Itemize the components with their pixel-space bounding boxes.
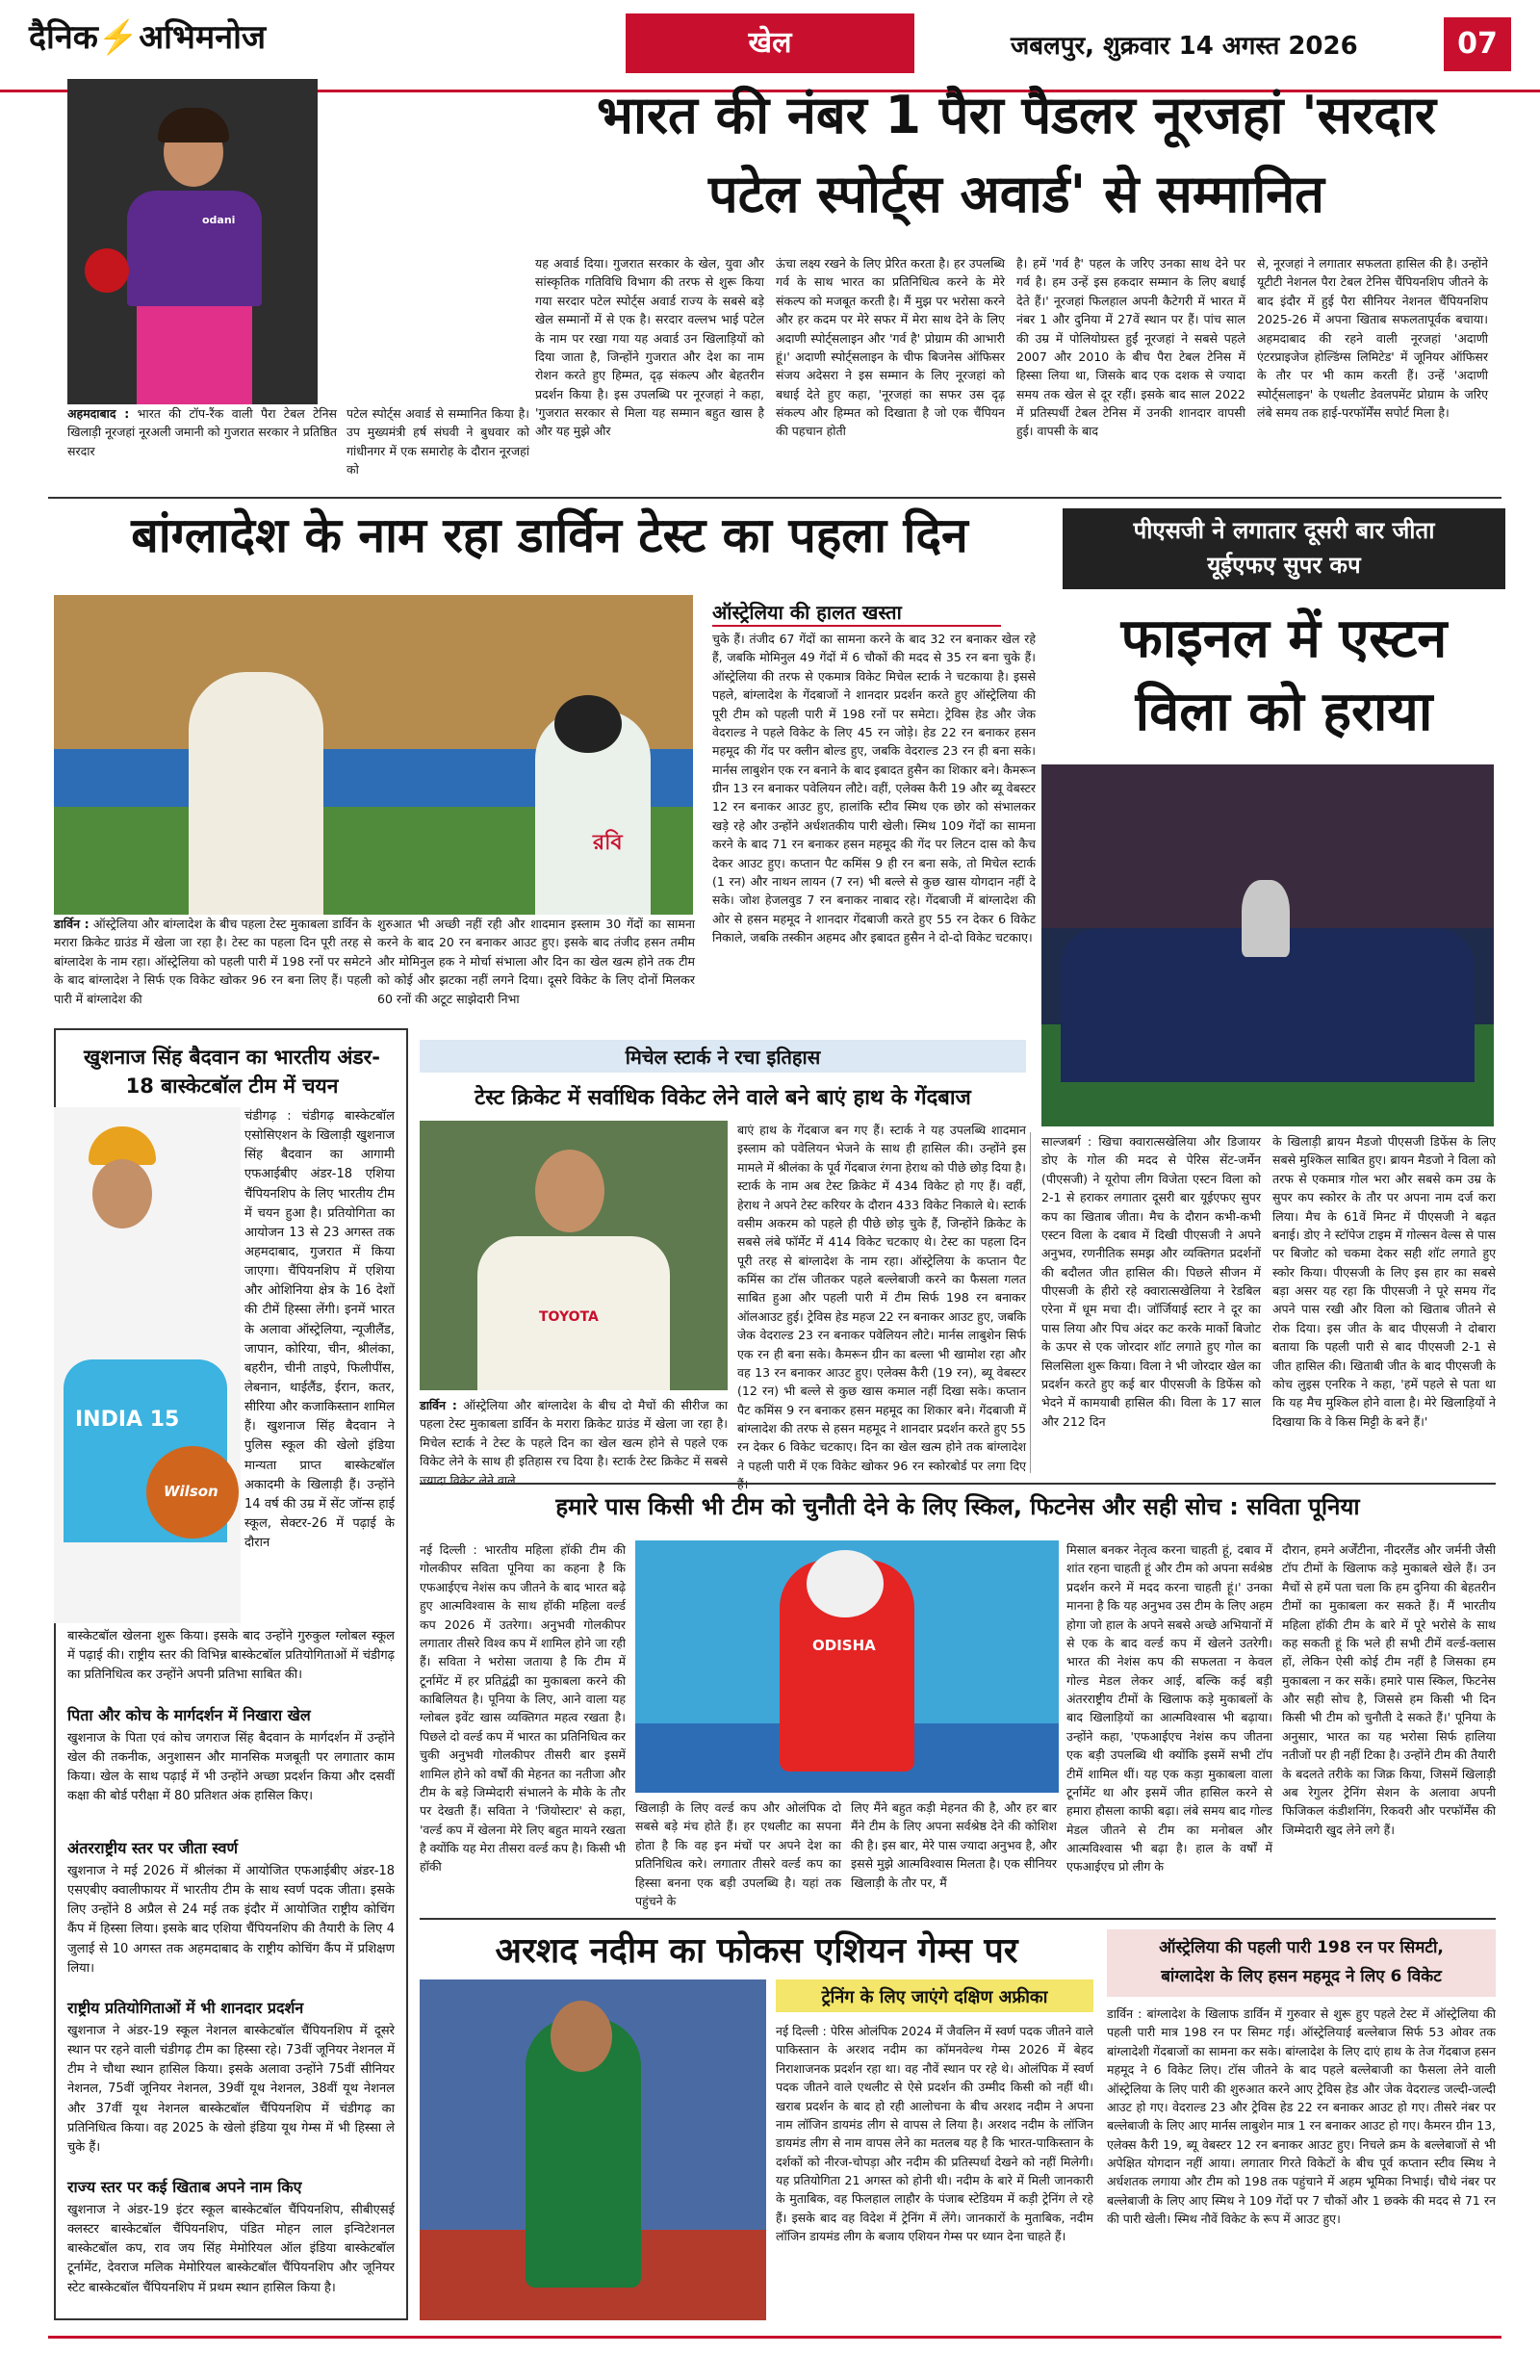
story3-body-2: के खिलाड़ी ब्रायन मैडजो पीएसजी डिफेंस के लिए सबसे मुश्किल साबित हुए। ब्रायन मैडजो ने विला को तरफ से एकमात्र गोल भरा और सबसे कम उम्र के सुपर कप स्कोरर के तौर पर अपना नाम दर्ज करा लिया। मैच के 61वें मिनट में पीएसजी ने बढ़त बनाई। डोए ने स्टॉपेज टाइम में गोल्सन वेल्स से पास पर बिजोट को चकमा देकर सही शॉट लगाते हुए स्कोर किया। पीएसजी के लिए इस हार का सबसे बड़ा असर यह रहा कि पीएसजी ने पूरे समय गेंद अपने पास रखी और विला को खिताब जीतने से रोक दिया। इस जीत के बाद पीएसजी ने दोबारा बताया कि पहली पारी से बाद पीएसजी 2-1 से जीत हासिल की। खिताबी जीत के बाद पीएसजी के कोच लुइस एनरिक ने कहा, 'हमें पहले से पता था कि यह मैच मुश्किल होने वाला है। मेरे खिलाड़ियों ने दिखाया कि वे किस मिट्टी के बने हैं।'	[1272, 1134, 1496, 1429]
jersey-number: INDIA 15	[75, 1408, 180, 1432]
story6-body-2: खिलाड़ी के लिए वर्ल्ड कप और ओलंपिक दो सबसे बड़े मंच होते हैं। हर एथलीट का सपना होता है कि वह इन मंचों पर अपने देश का प्रतिनिधित्व करे। लगातार तीसरे वर्ल्ड कप का हिस्सा बनना एक बड़ी उपलब्धि है। यहां तक पहुंचने के	[635, 1800, 841, 1908]
story7-headline: अरशद नदीम का फोकस एशियन गेम्स पर	[495, 1931, 1018, 1971]
story2-caption: डार्विन : ऑस्ट्रेलिया और बांग्लादेश के बीच पहला टेस्ट मुकाबला डार्विन के मरारा क्रिकेट ग्राउंड में खेला जा रहा है। टेस्ट का पहला दिन पूरी तरह से बांग्लादेश के नाम रहा। ऑस्ट्रेलिया को पहली पारी में 198 रनों पर समेटने के बाद बांग्लादेश ने सिर्फ एक विकेट खोकर 96 रन बना लिए हैं। पहली पारी में बांग्लादेश की	[54, 917, 372, 1006]
story5-caption: डार्विन : ऑस्ट्रेलिया और बांग्लादेश के बीच दो मैचों की सीरीज का पहला टेस्ट मुकाबला डार्विन के मरारा क्रिकेट ग्राउंड में खेला जा रहा है। मिचेल स्टार्क ने टेस्ट के पहले दिन का खेल खत्म होने से पहले एक विकेट लेने के साथ ही इतिहास रच दिया है। स्टार्क टेस्ट क्रिकेट में सबसे ज्यादा विकेट लेने वाले	[420, 1398, 728, 1488]
story4-text-4: खुशनाज ने अंडर-19 इंटर स्कूल बास्केटबॉल चैंपियनशिप, सीबीएसई क्लस्टर बास्केटबॉल चैंपियनशिप, पंडित मोहन लाल इन्विटेशनल बास्केटबॉल कप, राव जय सिंह मेमोरियल ऑल इंडिया बास्केटबॉल टूर्नामेंट, देवराज मलिक मेमोरियल बास्केटबॉल चैंपियनशिप और जूनियर स्टेट बास्केटबॉल चैंपियनशिप में प्रथम स्थान हासिल किया है।	[67, 2203, 395, 2295]
story3-photo	[1041, 764, 1494, 1126]
player-left	[189, 672, 323, 915]
shirt-sponsor: odani	[202, 214, 236, 226]
page-number: 07	[1444, 17, 1511, 71]
story4-intro-2: बास्केटबॉल खेलना शुरू किया। इसके बाद उन्होंने गुरुकुल ग्लोबल स्कूल में पढ़ाई की। राष्ट्रीय स्तर की विभिन्न बास्केटबॉल प्रतियोगिताओं में चंडीगढ़ का प्रतिनिधित्व कर उन्होंने अपनी प्रतिभा साबित की।	[67, 1629, 395, 1683]
divider	[420, 1483, 1496, 1485]
story6-body-1: नई दिल्ली : भारतीय महिला हॉकी टीम की गोलकीपर सविता पूनिया का कहना है कि एफआईएच नेशंस कप जीतने के बाद भारत बढ़े हुए आत्मविश्वास के साथ हॉकी महिला वर्ल्ड कप 2026 में उतरेगा। अनुभवी गोलकीपर लगातार तीसरे विश्व कप में शामिल होने जा रही हैं। सविता ने भरोसा जताया है कि टीम में टूर्नामेंट में हर प्रतिद्वंद्वी का मुकाबला करने की काबिलियत है। पूनिया के लिए, आने वाला यह ग्लोबल इवेंट खास व्यक्तिगत महत्व रखता है। पिछले दो वर्ल्ड कप में भारत का प्रतिनिधित्व कर चुकी अनुभवी गोलकीपर तीसरी बार इसमें शामिल होने को वर्षों की मेहनत का नतीजा और टीम के बड़े जिम्मेदारी संभालने के मौके के तौर पर देखती हैं। सविता ने 'जियोस्टार' से कहा, 'वर्ल्ड कप में खेलना मेरे लिए बहुत मायने रखता है क्योंकि यह मेरा तीसरा वर्ल्ड कप है। किसी भी हॉकी	[420, 1542, 626, 1875]
player-shirt	[127, 191, 262, 306]
story1-body-1: यह अवार्ड दिया। गुजरात सरकार के खेल, युवा और सांस्कृतिक गतिविधि विभाग की तरफ से शुरू किया गया सरदार पटेल स्पोर्ट्स अवार्ड राज्य के सबसे बड़े खेल सम्मानों में से एक है। सरदार वल्लभ भाई पटेल के नाम पर रखा गया यह अवार्ड उन खिलाड़ियों को दिया जाता है, जिन्होंने गुजरात और देश का नाम रोशन करते हुए हिम्मत, दृढ़ संकल्प और बेहतरीन प्रदर्शन किया है। इस उपलब्धि पर नूरजहां ने कहा, 'गुजरात सरकार से मिला यह सम्मान बहुत खास है और यह मुझे और	[535, 256, 764, 439]
story6-body-5: दौरान, हमने अर्जेंटीना, नीदरलैंड और जर्मनी जैसी टॉप टीमों के खिलाफ कड़े मुकाबले खेले हैं। उन मैचों से हमें पता चला कि हम दुनिया की बेहतरीन टीमों का मुकाबला कर सकते हैं। मैं भारतीय महिला हॉकी टीम के बारे में पूरे भरोसे के साथ कह सकती हूं कि भले ही सभी टीमें वर्ल्ड-क्लास हों, लेकिन ऐसी कोई टीम नहीं है जिसका हम मुकाबला न कर सकें। हमारे पास स्किल, फिटनेस और सही सोच है, जिससे हम किसी भी दिन किसी भी टीम को चुनौती दे सकते हैं।' पूनिया के अनुसार, भारत का यह भरोसा सिर्फ हालिया नतीजों पर ही नहीं टिका है। उन्होंने टीम की तैयारी के बदलते तरीके का जिक्र किया, जिसमें खिलाड़ी अब रेगुलर ट्रेनिंग सेशन के अलावा अपनी फिजिकल कंडीशनिंग, रिकवरी और परफॉर्मेंस की जिम्मेदारी खुद लेने लगे हैं।	[1282, 1542, 1496, 1837]
story8-headline-1: ऑस्ट्रेलिया की पहली पारी 198 रन पर सिमटी,	[1159, 1938, 1444, 1957]
trophy-icon	[1242, 880, 1290, 957]
story4-bullet-4: राज्य स्तर पर कई खिताब अपने नाम किए	[67, 2178, 302, 2196]
story1-body-3: है। हमें 'गर्व है' पहल के जरिए उनका साथ देने पर गर्व है। हम उन्हें इस हकदार सम्मान के लिए बधाई देते हैं।' नूरजहां फिलहाल अपनी कैटेगरी में भारत में नंबर 1 और दुनिया में 27वें स्थान पर हैं। पांच साल की उम्र में पोलियोग्रस्त हुईं नूरजहां ने सबसे पहले 2007 और 2010 के बीच पैरा टेबल टेनिस में हिस्सा लिया था, जिसके बाद एक दशक से ज्यादा समय तक खेल से दूर रहीं। इसके बाद साल 2022 में प्रतिस्पर्धी टेबल टेनिस में उनकी शानदार वापसी हुई। वापसी के बाद	[1016, 256, 1245, 439]
story2-body: चुके हैं। तंजीद 67 गेंदों का सामना करने के बाद 32 रन बनाकर खेल रहे हैं, जबकि मोमिनुल 49 गेंदों में 6 चौकों की मदद से 35 रन बना चुके हैं। ऑस्ट्रेलिया की तरफ से एकमात्र विकेट मिचेल स्टार्क ने चटकाया है। इससे पहले, बांग्लादेश के गेंदबाजों ने शानदार प्रदर्शन करते हुए ऑस्ट्रेलिया की पूरी टीम को पहली पारी में 198 रनों पर समेटा। ट्रेविस हेड और जेक वेदराल्ड ने पहले विकेट के लिए 45 रन जोड़े। हेड 22 रन बनाकर हसन महमूद की गेंद पर क्लीन बोल्ड हुए, जबकि वेदराल्ड 23 रन ही बना सके। मार्नस लाबुशेन एक रन बनाने के बाद इबादत हुसैन का शिकार बने। कैमरून ग्रीन 13 रन बनाकर पवेलियन लौटे। वहीं, एलेक्स कैरी 19 और ब्यू वेबस्टर 12 रन बनाकर आउट हुए, हालांकि स्टीव स्मिथ एक छोर को संभालकर खड़े रहे और उन्होंने अर्धशतकीय पारी खेली। स्मिथ 109 गेंदों का सामना करने के बाद 71 रन बनाकर हसन महमूद की गेंद पर लिटन दास को कैच देकर आउट हुए। कप्तान पैट कमिंस 9 ही रन बना सके, तो मिचेल स्टार्क (1 रन) और नाथन लायन (7 रन) भी बल्ले से कुछ खास योगदान नहीं दे सके। जोश हेजलवुड 7 रन बनाकर नाबाद रहे। गेंदबाजी में बांग्लादेश की ओर से हसन महमूद ने शानदार गेंदबाजी करते हुए 55 रन देकर 6 विकेट निकाले, जबकि तस्कीन अहमद और इबादत हुसैन ने दो-दो विकेट चटकाए।	[712, 632, 1036, 944]
ball-brand: Wilson	[164, 1483, 218, 1500]
divider	[48, 497, 1502, 499]
section-label: खेल	[626, 13, 914, 73]
divider	[420, 1918, 1496, 1920]
story5-kicker: मिचेल स्टार्क ने रचा इतिहास	[625, 1046, 821, 1069]
shirt-sponsor: TOYOTA	[539, 1309, 599, 1325]
story1-body-4: से, नूरजहां ने लगातार सफलता हासिल की है। उन्होंने यूटीटी नेशनल पैरा टेबल टेनिस चैंपियनशिप जीतने के बाद इंदौर में हुई पैरा सीनियर नेशनल चैंपियनशिप 2025-26 में अपना खिताब सफलतापूर्वक बचाया। अहमदाबाद की रहने वाली नूरजहां 'अदाणी एंटरप्राइजेज होल्डिंग्स लिमिटेड' में जूनियर ऑफिसर के तौर पर भी काम करती हैं। उन्हें 'अदाणी स्पोर्ट्सलाइन' के एथलीट डेवलपमेंट प्रोग्राम के जरिए लंबे समय तक हाई-परफॉर्मेंस सपोर्ट मिला है।	[1257, 256, 1488, 420]
story6-photo	[635, 1540, 1059, 1793]
story1-body-2: ऊंचा लक्ष्य रखने के लिए प्रेरित करता है। हर उपलब्धि गर्व के साथ भारत का प्रतिनिधित्व करने के मेरे संकल्प को मजबूत करती है। मैं मुझ पर भरोसा करने और हर कदम पर मेरे सफर में मेरा साथ देने के लिए अदाणी स्पोर्ट्सलाइन और 'गर्व है' प्रोग्राम की आभारी हूं।' अदाणी स्पोर्ट्सलाइन के चीफ बिजनेस ऑफिसर संजय अदेसरा ने इस सम्मान के लिए नूरजहां को बधाई देते हुए कहा, 'नूरजहां का सफर उस दृढ़ संकल्प और हिम्मत को दिखाता है जो एक चैंपियन की पहचान होती	[776, 256, 1005, 439]
story5-headline: टेस्ट क्रिकेट में सर्वाधिक विकेट लेने वाले बने बाएं हाथ के गेंदबाज	[475, 1086, 971, 1110]
story6-headline: हमारे पास किसी भी टीम को चुनौती देने के लिए स्किल, फिटनेस और सही सोच : सविता पूनिया	[555, 1493, 1360, 1520]
story4-bullet-1: पिता और कोच के मार्गदर्शन में निखारा खेल	[67, 1706, 311, 1724]
story6-body-4: मिसाल बनकर नेतृत्व करना चाहती हूं, दबाव में शांत रहना चाहती हूं और टीम को अपना सर्वश्रेष्ठ प्रदर्शन करने में मदद करना चाहती हूं।' उनका मानना है कि यह अनुभव उस टीम के लिए अहम होगा जो हाल के अपने सबसे अच्छे अभियानों में से एक के बाद वर्ल्ड कप में खेलने उतरेगी। भारत की नेशंस कप की सफलता न केवल गोल्ड मेडल लेकर आई, बल्कि कई बड़ी अंतरराष्ट्रीय टीमों के खिलाफ कड़े मुकाबलों के बाद खिलाड़ियों का आत्मविश्वास भी बढ़ाया। उन्होंने कहा, 'एफआईएच नेशंस कप जीतना एक बड़ी उपलब्धि थी क्योंकि इसमें सभी टॉप टीमें शामिल थीं। यह एक कड़ा मुकाबला वाला टूर्नामेंट था और इसमें जीत हासिल करने से हमारा हौसला काफी बढ़ा। लंबे समय बाद गोल्ड मेडल जीतने से टीम का मनोबल और आत्मविश्वास भी बढ़ा है। हाल के वर्षों में एफआईएच प्रो लीग के	[1066, 1542, 1272, 1875]
story4-headline-1: खुशनाज सिंह बैदवान का भारतीय अंडर-	[84, 1046, 380, 1069]
story1-headline-1: भारत की नंबर 1 पैरा पैडलर नूरजहां 'सरदार	[597, 85, 1436, 145]
story8-body: डार्विन : बांग्लादेश के खिलाफ डार्विन में गुरुवार से शुरू हुए पहले टेस्ट में ऑस्ट्रेलिया की पहली पारी मात्र 198 रन पर सिमट गई। ऑस्ट्रेलियाई बल्लेबाज सिर्फ 53 ओवर तक बांग्लादेशी गेंदबाजों का सामना कर सके। बांग्लादेश के लिए दाएं हाथ के तेज गेंदबाज हसन महमूद ने 6 विकेट लिए। टॉस जीतने के बाद पहले बल्लेबाजी का फैसला लेने वाली ऑस्ट्रेलिया के लिए पारी की शुरुआत करने आए ट्रेविस हेड और जेक वेदराल्ड जल्दी-जल्दी आउट हो गए। वेदराल्ड 23 और ट्रेविस हेड 22 रन बनाकर आउट हो गए। तीसरे नंबर पर बल्लेबाजी के लिए आए मार्नस लाबुशेन मात्र 1 रन बनाकर आउट हो गए। कैमरन ग्रीन 13, एलेक्स कैरी 19, ब्यू वेबस्टर 12 रन बनाकर आउट हुए। निचले क्रम के बल्लेबाजों से भी अपेक्षित योगदान नहीं आया। लगातार गिरते विकेटों के बीच पूर्व कप्तान स्टीव स्मिथ ने अर्धशतक लगाया और टीम को 198 तक पहुंचाने में अहम भूमिका निभाई। चौथे नंबर पर बल्लेबाजी के लिए आए स्मिथ ने 109 गेंदों पर 7 चौकों और 1 छक्के की मदद से 71 रन की पारी खेली। स्मिथ नौवें विकेट के रूप में आउट हुए।	[1107, 2006, 1496, 2227]
story1-headline-2: पटेल स्पोर्ट्स अवार्ड' से सम्मानित	[708, 164, 1324, 224]
player-hair	[158, 108, 229, 142]
story4-bullet-3: राष्ट्रीय प्रतियोगिताओं में भी शानदार प्रदर्शन	[67, 1999, 304, 2017]
story4-intro: चंडीगढ़ : चंडीगढ़ बास्केटबॉल एसोसिएशन के खिलाड़ी खुशनाज सिंह बैदवान का आगामी एफआईबीए अंडर-18 एशिया चैंपियनशिप के लिए भारतीय टीम में चयन हुआ है। प्रतियोगिता का आयोजन 13 से 23 अगस्त तक अहमदाबाद, गुजरात में किया जाएगा। चैंपियनशिप में एशिया और ओशिनिया क्षेत्र के 16 देशों की टीमें हिस्सा लेंगी। इनमें भारत के अलावा ऑस्ट्रेलिया, न्यूजीलैंड, जापान, कोरिया, चीन, श्रीलंका, बहरीन, चीनी ताइपे, फिलीपींस, लेबनान, थाईलैंड, ईरान, कतर, सीरिया और कजाकिस्तान शामिल हैं। खुशनाज सिंह बैदवान ने पुलिस स्कूल की खेलो इंडिया मान्यता प्राप्त बास्केटबॉल अकादमी के खिलाड़ी हैं। उन्होंने 14 वर्ष की उम्र में सेंट जॉन्स हाई स्कूल, सेक्टर-26 में पढ़ाई के दौरान	[244, 1109, 395, 1551]
story3-headline-2: विला को हराया	[1135, 681, 1433, 743]
story1-caption-2: पटेल स्पोर्ट्स अवार्ड से सम्मानित किया है। उप मुख्यमंत्री हर्ष संघवी ने बुधवार को गांधीनगर में एक समारोह के दौरान नूरजहां को	[346, 406, 529, 478]
story5-body: बाएं हाथ के गेंदबाज बन गए हैं। स्टार्क ने यह उपलब्धि शादमान इस्लाम को पवेलियन भेजने के साथ ही हासिल की। उन्होंने इस मामले में श्रीलंका के पूर्व गेंदबाज रंगना हेराथ को पीछे छोड़ दिया है। स्टार्क के नाम अब टेस्ट क्रिकेट में 434 विकेट हो गए हैं। वहीं, हेराथ ने अपने टेस्ट करियर के दौरान 433 विकेट निकाले थे। स्टार्क वसीम अकरम को पहले ही पीछे छोड़ चुके हैं, जिन्होंने क्रिकेट के सबसे लंबे फॉर्मेट में 414 विकेट चटकाए थे। टेस्ट का पहला दिन पूरी तरह से बांग्लादेश के नाम रहा। ऑस्ट्रेलिया के कप्तान पैट कमिंस का टॉस जीतकर पहले बल्लेबाजी करने का फैसला गलत साबित हुआ और पहली पारी में टीम सिर्फ 198 रन बनाकर ऑलआउट हुई। ट्रेविस हेड महज 22 रन बनाकर आउट हुए, जबकि जेक वेदराल्ड 23 रन बनाकर पवेलियन लौटे। मार्नस लाबुशेन सिर्फ एक रन ही बना सके। कैमरून ग्रीन का बल्ला भी खामोश रहा और वह 13 रन बनाकर आउट हुए। एलेक्स कैरी (19 रन), ब्यू वेबस्टर (12 रन) भी बल्ले से कुछ खास कमाल नहीं दिखा सके। कप्तान पैट कमिंस 9 रन बनाकर हसन महमूद का शिकार बने। गेंदबाजी में बांग्लादेश की तरफ से हसन महमूद ने शानदार प्रदर्शन करते हुए 55 रन देकर 6 विकेट चटकाए। दिन का खेल खत्म होने तक बांग्लादेश ने पहली पारी में एक विकेट खोकर 96 रन स्कोरबोर्ड पर लगा दिए हैं।	[737, 1123, 1026, 1492]
story7-kicker: ट्रेनिंग के लिए जाएंगे दक्षिण अफ्रीका	[821, 1987, 1048, 2007]
story7-body: नई दिल्ली : पेरिस ओलंपिक 2024 में जैवलिन में स्वर्ण पदक जीतने वाले पाकिस्तान के अरशद नदीम का कॉमनवेल्थ गेम्स 2026 में बेहद निराशाजनक प्रदर्शन रहा था। वह नौवें स्थान पर रहे थे। ओलंपिक में स्वर्ण पदक जीतने वाले एथलीट से ऐसे प्रदर्शन की उम्मीद किसी को नहीं थी। खराब प्रदर्शन के बाद हो रही आलोचना के बीच अरशद नदीम ने अपना नाम लॉजिन डायमंड लीग से वापस ले लिया है। अरशद नदीम के लॉजिन डायमंड लीग से नाम वापस लेने का मतलब यह है कि भारत-पाकिस्तान के दर्शकों को नीरज-चोपड़ा और नदीम की प्रतिस्पर्धा देखने को नहीं मिलेगी। यह प्रतियोगिता 21 अगस्त को होनी थी। नदीम के बारे में मिली जानकारी के मुताबिक, वह फिलहाल लाहौर के पंजाब स्टेडियम में कड़ी ट्रेनिंग ले रहे हैं। इसके बाद वह विदेश में ट्रेनिंग में लेंगे। जानकारों के मुताबिक, नदीम लॉजिन डायमंड लीग के बजाय एशियन गेम्स पर ध्यान देना चाहते हैं।	[776, 2024, 1093, 2244]
story4-text-2: खुशनाज ने मई 2026 में श्रीलंका में आयोजित एफआईबीए अंडर-18 एसएबीए क्वालीफायर में भारतीय टीम के साथ स्वर्ण पदक जीता। इसके लिए उन्होंने 8 अप्रैल से 24 मई तक इंदौर में आयोजित राष्ट्रीय कोचिंग कैंप में हिस्सा लिया। इसके बाद एशिया चैंपियनशिप की तैयारी के लिए 4 जुलाई से 10 अगस्त तक अहमदाबाद के राष्ट्रीय कोचिंग कैंप में प्रशिक्षण लिया।	[67, 1864, 395, 1976]
shirt-text: রবি	[593, 831, 623, 855]
story1-caption: अहमदाबाद : भारत की टॉप-रैंक वाली पैरा टेबल टेनिस खिलाड़ी नूरजहां नूरअली जमानी को गुजरात सरकार ने प्रतिष्ठित सरदार	[67, 406, 337, 458]
goalkeeper-helmet	[807, 1550, 884, 1617]
story2-photo	[54, 595, 693, 915]
story4-text-3: खुशनाज ने अंडर-19 स्कूल नेशनल बास्केटबॉल चैंपियनशिप में दूसरे स्थान पर रहने वाली चंडीगढ़ टीम का हिस्सा रहे। 73वीं जूनियर नेशनल में टीम ने चौथा स्थान हासिल किया। इसके अलावा उन्होंने 75वीं सीनियर नेशनल, 75वीं जूनियर नेशनल, 39वीं यूथ नेशनल, 38वीं यूथ नेशनल और 37वीं यूथ नेशनल बास्केटबॉल चैंपियनशिप में चंडीगढ़ का प्रतिनिधित्व किया। वह 2025 के खेलो इंडिया यूथ गेम्स में भी हिस्सा ले चुके हैं।	[67, 2024, 395, 2155]
column-rule	[1030, 1132, 1031, 1473]
story3-kicker-1: पीएसजी ने लगातार दूसरी बार जीता	[1133, 517, 1435, 544]
story4-text-1: खुशनाज के पिता एवं कोच जगराज सिंह बैदवान के मार्गदर्शन में उन्होंने खेल की तकनीक, अनुशासन और मानसिक मजबूती पर लगातार काम किया। खेल के साथ पढ़ाई में भी उन्होंने अच्छा प्रदर्शन किया और दसवीं कक्षा की बोर्ड परीक्षा में 80 प्रतिशत अंक हासिल किए।	[67, 1731, 395, 1804]
jersey-text: ODISHA	[812, 1637, 876, 1654]
player-skirt	[137, 306, 252, 404]
story8-headline-2: बांग्लादेश के लिए हसन महमूद ने लिए 6 विकेट	[1161, 1967, 1442, 1986]
story3-kicker-2: यूईएफए सुपर कप	[1207, 552, 1361, 579]
story3-body-1: साल्जबर्ग : खिचा क्वारात्सखेलिया और डिजायर डोए के गोल की मदद से पेरिस सेंट-जर्मेन (पीएसजी) ने यूरोपा लीग विजेता एस्टन विला को 2-1 से हराकर लगातार दूसरी बार यूईएफए सुपर कप का खिताब जीता। मैच के दौरान कभी-कभी एस्टन विला के दबाव में दिखी पीएसजी ने अपने अनुभव, रणनीतिक समझ और व्यक्तिगत प्रदर्शनों की बदौलत जीत हासिल की। पिछले सीजन में पीएसजी के हीरो रहे क्वारात्सखेलिया ने रेडबिल एरेना में धूम मचा दी। जॉर्जियाई स्टार ने दूर का पास लिया और पिच अंदर कट करके मार्को बिजोट के ऊपर से एक जोरदार शॉट लगाते हुए गोल का सिलसिला शुरू किया। विला ने भी जोरदार खेल का प्रदर्शन करते हुए कई बार पीएसजी के डिफेंस को भेदने में कामयाबी हासिल की। विला के 17 साल और 212 दिन	[1041, 1134, 1261, 1429]
issue-date: जबलपुर, शुक्रवार 14 अगस्त 2026	[1011, 32, 1358, 61]
story3-headline-1: फाइनल में एस्टन	[1120, 608, 1448, 670]
story5-photo	[420, 1121, 728, 1390]
story2-headline: बांग्लादेश के नाम रहा डार्विन टेस्ट का पहला दिन	[131, 507, 968, 563]
paddle-icon	[85, 248, 129, 293]
player-right-helmet	[554, 695, 622, 753]
athlete-face	[551, 2001, 612, 2072]
story2-subhead: ऑस्ट्रेलिया की हालत खस्ता	[712, 599, 1001, 627]
story1-photo	[67, 79, 318, 404]
story6-body-3: लिए मैंने बहुत कड़ी मेहनत की है, और हर बार मैंने टीम के लिए अपना सर्वश्रेष्ठ देने की कोशिश की है। इस बार, मेरे पास ज्यादा अनुभव है, और इससे मुझे आत्मविश्वास मिलता है। एक सीनियर खिलाड़ी के तौर पर, मैं	[851, 1800, 1057, 1890]
footer-rule	[48, 2336, 1502, 2339]
story4-headline-2: 18 बास्केटबॉल टीम में चयन	[125, 1074, 339, 1098]
story4-bullet-2: अंतरराष्ट्रीय स्तर पर जीता स्वर्ण	[67, 1839, 239, 1857]
player-face	[535, 1150, 604, 1232]
story2-caption-2: शुरुआत भी अच्छी नहीं रही और शादमान इस्लाम 30 गेंदों का सामना करने के बाद 20 रन बनाकर आउट हुए। इसके बाद तंजीद हसन तमीम और मोमिनुल हक ने मोर्चा संभाला और दिन का खेल खत्म होने तक टीम को कोई और झटका नहीं लगने दिया। दूसरे विकेट के लिए दोनों मिलकर 60 रनों की अटूट साझेदारी निभा	[377, 917, 695, 1006]
newspaper-logo: दैनिक⚡अभिमनोज	[29, 18, 267, 57]
story7-photo	[420, 1979, 766, 2320]
